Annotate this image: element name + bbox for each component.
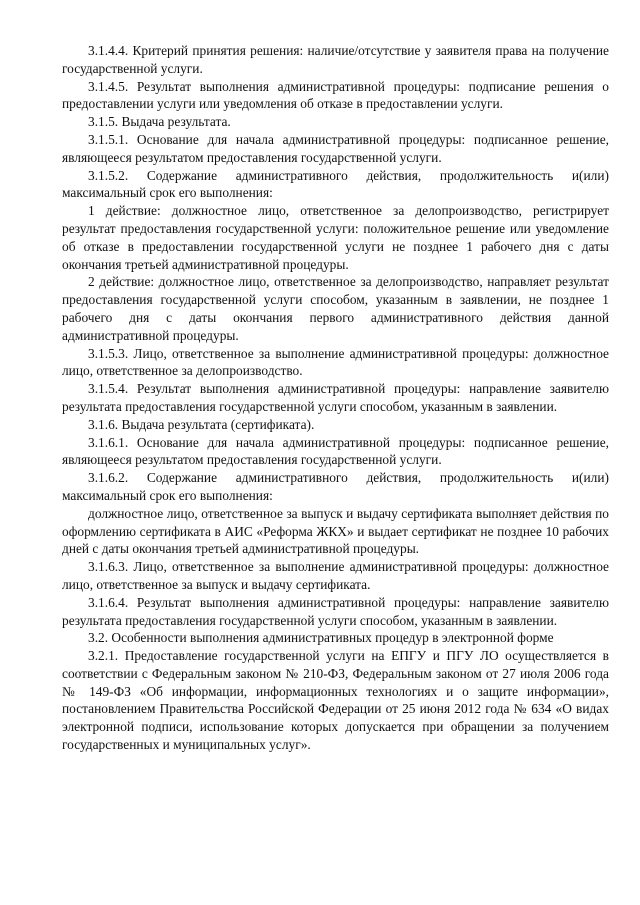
paragraph-3-1-6-4: 3.1.6.4. Результат выполнения административной процедуры: направление заявителю результата предоставления государственной услуги способом, указанным в заявлении.: [62, 594, 609, 628]
paragraph-3-2: 3.2. Особенности выполнения административных процедур в электронной форме: [88, 630, 554, 646]
paragraph-3-2-1: 3.2.1. Предоставление государственной услуги на ЕПГУ и ПГУ ЛО осуществляется в соответствии с Федеральным законом № 210-ФЗ, Федеральным законом от 27 июля 2006 года № 149-ФЗ «Об информации, информационных технологиях и о защите информации», постановлением Правительства Российской Федерации от 25 июня 2012 года № 634 «О видах электронной подписи, использование которых допускается при обращении за получением государственных и муниципальных услуг».: [62, 648, 609, 753]
paragraph-3-1-5-4: 3.1.5.4. Результат выполнения административной процедуры: направление заявителю результата предоставления государственной услуги способом, указанным в заявлении.: [62, 381, 609, 414]
paragraph-3-1-5-1: 3.1.5.1. Основание для начала административной процедуры: подписанное решение, являющееся результатом предоставления государственной услуги.: [62, 131, 609, 165]
document-page: [62, 42, 609, 754]
paragraph-3-1-6-3: 3.1.6.3. Лицо, ответственное за выполнение административной процедуры: должностное лицо, ответственное за выпуск и выдачу сертификата.: [62, 559, 609, 592]
paragraph-3-1-5-3: 3.1.5.3. Лицо, ответственное за выполнение административной процедуры: должностное лицо, ответственное за делопроизводство.: [62, 345, 609, 379]
paragraph-3-1-6-2: 3.1.6.2. Содержание административного действия, продолжительность и(или) максимальный срок его выполнения:: [62, 470, 609, 503]
paragraph-3-1-6: 3.1.6. Выдача результата (сертификата).: [88, 416, 315, 432]
paragraph-action-1: 1 действие: должностное лицо, ответственное за делопроизводство, регистрирует результат предоставления государственной услуги: положительное решение или уведомление об отказе в предоставлении государственной услуги не позднее 1 рабочего дня с даты окончания третьей административной процедуры.: [62, 203, 609, 272]
paragraph-3-1-5: 3.1.5. Выдача результата.: [88, 114, 231, 130]
paragraph-3-1-5-2: 3.1.5.2. Содержание административного действия, продолжительность и(или) максимальный срок его выполнения:: [62, 167, 609, 201]
paragraph-3-1-6-1: 3.1.6.1. Основание для начала административной процедуры: подписанное решение, являющееся результатом предоставления государственной услуги.: [62, 434, 609, 468]
paragraph-3-1-4-5: 3.1.4.5. Результат выполнения административной процедуры: подписание решения о предоставлении услуги или уведомления об отказе в предоставлении услуги.: [62, 78, 609, 112]
paragraph-action-2: 2 действие: должностное лицо, ответственное за делопроизводство, направляет результат предоставления государственной услуги способом, указанным в заявлении, не позднее 1 рабочего дня с даты окончания первого административного действия данной административной процедуры.: [62, 274, 609, 343]
paragraph-certificate-action: должностное лицо, ответственное за выпуск и выдачу сертификата выполняет действия по оформлению сертификата в АИС «Реформа ЖКХ» и выдает сертификат не позднее 10 рабочих дней с даты окончания третьей административной процедуры.: [62, 505, 609, 557]
paragraph-3-1-4-4: 3.1.4.4. Критерий принятия решения: наличие/отсутствие у заявителя права на получение государственной услуги.: [62, 43, 609, 76]
